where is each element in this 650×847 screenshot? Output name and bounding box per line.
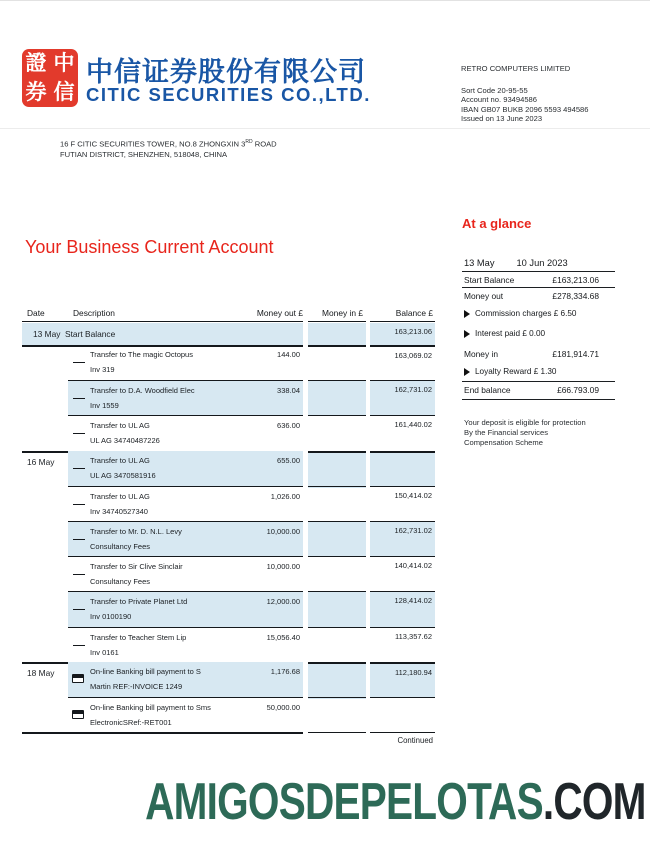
balance-cell xyxy=(370,451,435,486)
header-underline xyxy=(308,321,366,322)
money-in-cell xyxy=(308,415,366,451)
summary-label: Money in xyxy=(464,348,498,359)
account-holder-name: RETRO COMPUTERS LIMITED xyxy=(461,64,571,73)
money-in-cell xyxy=(308,451,366,488)
summary-value: £278,334.68 xyxy=(552,290,599,301)
note-line: By the Financial services xyxy=(464,428,548,437)
money-out-value: 10,000.00 xyxy=(266,562,300,572)
money-out-value: 15,056.40 xyxy=(266,632,300,642)
balance-cell: 163,213.06 xyxy=(370,323,435,345)
description-cell xyxy=(68,697,303,733)
summary-value: £181,914.71 xyxy=(552,348,599,359)
balance-cell: 162,731.02 xyxy=(370,521,435,556)
money-out-value: 1,176.68 xyxy=(270,666,300,676)
description-cell xyxy=(68,521,303,557)
address-line2: FUTIAN DISTRICT, SHENZHEN, 518048, CHINA xyxy=(60,149,228,159)
transfer-dash-icon xyxy=(73,609,85,610)
statement-period xyxy=(462,256,615,272)
description-line1: On-line Banking bill payment to S xyxy=(90,666,201,676)
table-bottom-line xyxy=(370,732,435,733)
balance-cell: 140,414.02 xyxy=(370,556,435,591)
citic-seal-logo-icon xyxy=(22,49,78,107)
transactions-table xyxy=(22,304,438,754)
note-line: Your deposit is eligible for protection xyxy=(464,418,586,427)
seal-char: 證 xyxy=(25,51,47,75)
start-balance-row xyxy=(22,323,438,345)
money-out-value: 655.00 xyxy=(277,455,300,465)
description-line1: Transfer to Mr. D. N.L. Levy xyxy=(90,527,182,536)
seal-char: 券 xyxy=(25,80,47,104)
summary-label: Loyalty Reward £ 1.30 xyxy=(475,367,557,376)
page-title: Your Business Current Account xyxy=(25,237,274,257)
transfer-dash-icon xyxy=(73,645,85,646)
balance-cell: 128,414.02 xyxy=(370,591,435,626)
table-row xyxy=(22,521,438,556)
money-out-value: 12,000.00 xyxy=(266,597,300,607)
money-out-value: 636.00 xyxy=(277,421,300,431)
company-address xyxy=(60,137,277,160)
description-cell xyxy=(68,627,303,663)
description-cell xyxy=(68,345,303,380)
balance-cell: 162,731.02 xyxy=(370,380,435,415)
start-balance-label: Start Balance xyxy=(65,329,116,339)
description-line2: Inv 319 xyxy=(90,365,115,374)
money-in-cell xyxy=(308,627,366,663)
description-line2: Inv 34740527340 xyxy=(90,506,148,516)
table-row xyxy=(22,451,438,486)
header-divider xyxy=(0,128,650,129)
summary-money-in-row xyxy=(462,346,615,361)
table-row xyxy=(22,697,438,732)
table-row xyxy=(22,415,438,450)
table-row xyxy=(22,591,438,626)
continued-label: Continued xyxy=(397,736,433,745)
money-out-value: 338.04 xyxy=(277,386,300,396)
description-line1: Transfer to UL AG xyxy=(90,421,150,431)
company-name-chinese: 中信证券股份有限公司 xyxy=(86,57,366,88)
money-out-value: 144.00 xyxy=(277,350,300,359)
transfer-dash-icon xyxy=(73,539,85,540)
date-label: 16 May xyxy=(27,456,55,467)
period-start: 13 May xyxy=(464,258,495,268)
table-row xyxy=(22,556,438,591)
note-line: Compensation Scheme xyxy=(464,438,543,447)
summary-label: Money out xyxy=(464,290,504,301)
money-in-cell xyxy=(308,323,366,345)
table-row xyxy=(22,380,438,415)
description-line2: ElectronicSRef:-RET001 xyxy=(90,718,172,727)
at-a-glance-panel xyxy=(462,256,615,400)
transfer-dash-icon xyxy=(73,362,85,363)
description-line2: Inv 0161 xyxy=(90,647,119,657)
at-a-glance-heading: At a glance xyxy=(462,216,532,231)
description-line1: On-line Banking bill payment to Sms xyxy=(90,703,211,712)
balance-cell: 113,357.62 xyxy=(370,627,435,662)
transfer-dash-icon xyxy=(73,504,85,505)
money-in-cell xyxy=(308,697,366,733)
summary-loyalty-row xyxy=(462,365,615,378)
balance-cell xyxy=(370,697,435,732)
money-in-cell xyxy=(308,521,366,557)
watermark-tld: .COM xyxy=(543,773,646,831)
description-line2: Consultancy Fees xyxy=(90,577,151,587)
description-line1: Transfer to Teacher Stem Lip xyxy=(90,632,187,642)
header-underline xyxy=(370,321,435,322)
description-line1: Transfer to UL AG xyxy=(90,491,150,501)
balance-cell: 112,180.94 xyxy=(370,662,435,697)
company-name-english: CITIC SECURITIES CO.,LTD. xyxy=(86,84,371,105)
summary-commission-row xyxy=(462,307,615,320)
date-label: 18 May xyxy=(27,667,55,678)
online-banking-icon xyxy=(72,710,84,719)
balance-cell: 163,069.02 xyxy=(370,345,435,380)
summary-label: Start Balance xyxy=(464,274,515,285)
online-banking-icon xyxy=(72,674,84,683)
address-line1-end: ROAD xyxy=(252,139,277,149)
summary-value: £163,213.06 xyxy=(552,274,599,285)
description-cell xyxy=(68,415,303,451)
watermark-main: AMIGOSDEPELOTAS xyxy=(145,773,544,831)
description-line2: Inv 1559 xyxy=(90,401,119,411)
iban: IBAN GB07 BUKB 2096 5593 494586 xyxy=(461,104,589,114)
description-cell xyxy=(68,451,303,486)
seal-char: 信 xyxy=(53,80,75,104)
summary-label: End balance xyxy=(464,385,511,395)
description-line1: Transfer to UL AG xyxy=(90,455,150,465)
description-line1: Transfer to The magic Octopus xyxy=(90,350,193,359)
description-line1: Transfer to Sir Clive Sinclair xyxy=(90,562,183,572)
summary-label: Interest paid £ 0.00 xyxy=(475,329,546,338)
description-line1: Transfer to D.A. Woodfield Elec xyxy=(90,386,195,396)
description-line2: Consultancy Fees xyxy=(90,542,151,551)
balance-cell: 161,440.02 xyxy=(370,415,435,450)
start-balance-band xyxy=(22,323,303,345)
header-underline xyxy=(22,321,303,322)
column-header-money-in: Money in £ xyxy=(322,308,363,318)
account-number: Account no. 93494586 xyxy=(461,95,538,104)
money-in-cell xyxy=(308,591,366,627)
money-in-cell xyxy=(308,345,366,382)
address-ordinal: RD xyxy=(245,139,253,145)
period-end: 10 Jun 2023 xyxy=(516,258,568,268)
watermark-text xyxy=(146,772,646,832)
transfer-dash-icon xyxy=(73,398,85,399)
money-in-cell xyxy=(308,556,366,592)
summary-money-out-row xyxy=(462,288,615,303)
triangle-bullet-icon xyxy=(464,310,470,318)
deposit-protection-note xyxy=(464,418,586,448)
money-out-value: 50,000.00 xyxy=(266,703,300,712)
description-cell xyxy=(68,591,303,627)
summary-label: Commission charges £ 6.50 xyxy=(475,309,577,318)
table-row xyxy=(22,345,438,380)
description-line2: UL AG 3470581916 xyxy=(90,470,156,480)
table-row xyxy=(22,662,438,697)
money-in-cell xyxy=(308,662,366,699)
money-in-cell xyxy=(308,486,366,522)
triangle-bullet-icon xyxy=(464,368,470,376)
summary-start-balance-row xyxy=(462,272,615,288)
seal-char: 中 xyxy=(53,51,75,75)
description-line2: UL AG 34740487226 xyxy=(90,436,160,446)
description-line2: Martin REF:-INVOICE 1249 xyxy=(90,681,183,691)
date-label: 13 May xyxy=(33,329,61,339)
description-line2: Inv 0100190 xyxy=(90,612,132,622)
description-line1: Transfer to Private Planet Ltd xyxy=(90,597,188,607)
description-cell xyxy=(68,556,303,592)
description-cell xyxy=(68,486,303,522)
summary-end-balance-row xyxy=(462,381,615,400)
summary-interest-row xyxy=(462,327,615,340)
balance-cell: 150,414.02 xyxy=(370,486,435,521)
table-bottom-line xyxy=(308,732,366,733)
description-cell xyxy=(68,380,303,416)
summary-value: £66.793.09 xyxy=(557,385,599,395)
money-in-cell xyxy=(308,380,366,416)
transfer-dash-icon xyxy=(73,468,85,469)
sort-code: Sort Code 20-95-55 xyxy=(461,85,528,95)
table-bottom-line xyxy=(22,732,303,734)
money-out-value: 1,026.00 xyxy=(270,491,300,501)
issue-date: Issued on 13 June 2023 xyxy=(461,114,543,123)
column-header-money-out: Money out £ xyxy=(256,308,303,318)
account-info-block xyxy=(461,64,589,124)
column-header-balance: Balance £ xyxy=(395,308,433,318)
column-header-date: Date xyxy=(27,308,45,318)
triangle-bullet-icon xyxy=(464,330,470,338)
column-header-description: Description xyxy=(73,308,115,318)
money-out-value: 10,000.00 xyxy=(266,527,300,536)
table-row xyxy=(22,627,438,662)
description-cell xyxy=(68,662,303,697)
table-row xyxy=(22,486,438,521)
transfer-dash-icon xyxy=(73,433,85,434)
address-line1: 16 F CITIC SECURITIES TOWER, NO.8 ZHONGXIN 3 xyxy=(60,139,246,149)
transfer-dash-icon xyxy=(73,574,85,575)
